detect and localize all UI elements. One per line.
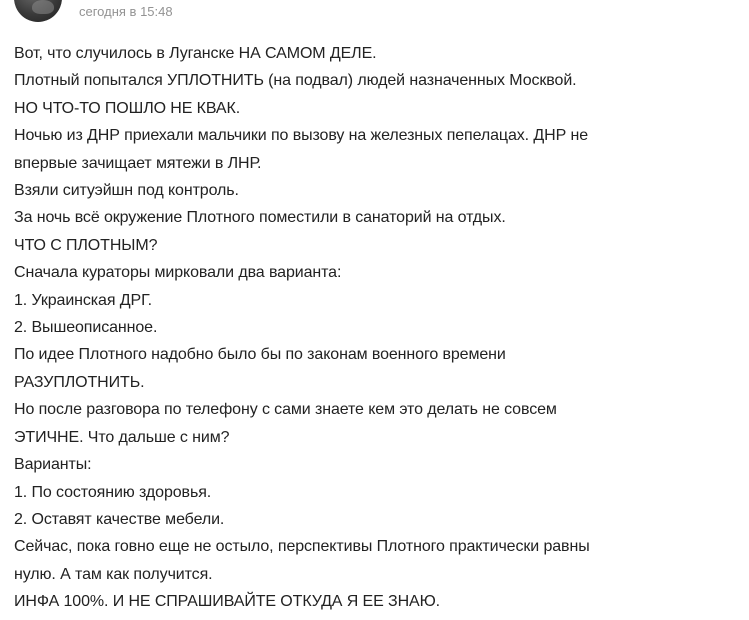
- post-text-line: впервые зачищает мятежи в ЛНР.: [14, 154, 262, 172]
- post-text-line: Ночью из ДНР приехали мальчики по вызову на железных пепелацах. ДНР не: [14, 127, 589, 145]
- post-text-line: 2. Оставят качестве мебели.: [14, 510, 225, 528]
- post-text-line: 1. Украинская ДРГ.: [14, 291, 153, 309]
- post-text-line: Но после разговора по телефону с сами знаете кем это делать не совсем: [14, 401, 557, 419]
- post-text-line: Плотный попытался УПЛОТНИТЬ (на подвал) людей назначенных Москвой.: [14, 72, 577, 90]
- post-text-line: РАЗУПЛОТНИТЬ.: [14, 373, 145, 391]
- post-text-line: НО ЧТО-ТО ПОШЛО НЕ КВАК.: [14, 99, 241, 117]
- post-text-line: По идее Плотного надобно было бы по законам военного времени: [14, 346, 506, 364]
- post-header: [0, 0, 749, 30]
- post-timestamp[interactable]: сегодня в 15:48: [79, 4, 173, 19]
- post-text-line: Вот, что случилось в Луганске НА САМОМ ДЕЛЕ.: [14, 45, 377, 62]
- post-text-line: Варианты:: [14, 456, 92, 474]
- post-text-line: ИНФА 100%. И НЕ СПРАШИВАЙТЕ ОТКУДА Я ЕЕ ЗНАЮ.: [14, 593, 441, 611]
- post-text-line: За ночь всё окружение Плотного поместили в санаторий на отдых.: [14, 209, 506, 227]
- post-text-line: ЧТО С ПЛОТНЫМ?: [14, 236, 158, 254]
- post-text-line: 1. По состоянию здоровья.: [14, 483, 212, 501]
- post-text-line: 2. Вышеописанное.: [14, 319, 158, 337]
- post-text-line: ЭТИЧНЕ. Что дальше с ним?: [14, 428, 230, 446]
- post-text-line: Сначала кураторы мирковали два варианта:: [14, 264, 342, 282]
- post-text-line: Сейчас, пока говно еще не остыло, перспективы Плотного практически равны: [14, 538, 590, 556]
- avatar[interactable]: [14, 0, 62, 22]
- post-text-line: Взяли ситуэйшн под контроль.: [14, 182, 239, 200]
- post-text-line: нулю. А там как получится.: [14, 565, 213, 583]
- post-text: [14, 40, 739, 616]
